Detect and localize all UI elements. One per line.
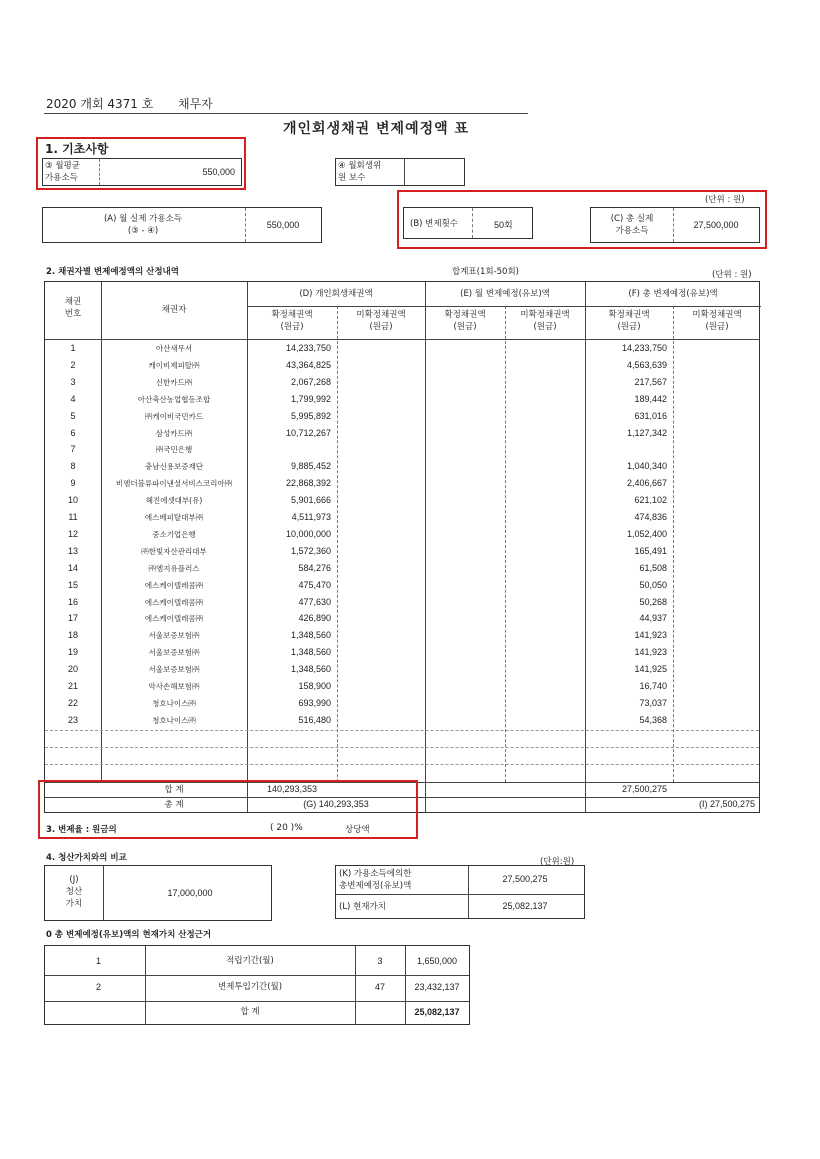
row-creditor: ㈜국민은행 xyxy=(155,445,193,455)
row-confirmed-amount: 9,885,452 xyxy=(290,461,331,472)
row-creditor: 에스케이텔레콤㈜ xyxy=(144,597,204,607)
row-creditor: 중소기업은행 xyxy=(152,529,196,539)
col-header-f: (F) 총 변제예정(유보)액 xyxy=(628,289,718,299)
rate-suffix: 상당액 xyxy=(345,825,370,835)
row-creditor: ㈜엠지유플러스 xyxy=(148,563,200,573)
pv-row-no: 1 xyxy=(95,956,101,966)
row-number: 15 xyxy=(67,579,78,590)
col-subheader: 미확정채권액 (원금) xyxy=(356,310,406,332)
row-total-repayment: 1,127,342 xyxy=(626,427,667,438)
row-number: 12 xyxy=(67,528,78,539)
row-creditor: 케이비제피탈㈜ xyxy=(148,360,200,370)
row-confirmed-amount: 43,364,825 xyxy=(285,359,331,370)
row-confirmed-amount: 1,799,992 xyxy=(290,393,331,404)
row-number: 11 xyxy=(68,512,78,522)
sum-label: 합 계 xyxy=(164,785,184,795)
total-label: 총 계 xyxy=(164,800,184,810)
row-confirmed-amount: 22,868,392 xyxy=(285,478,331,489)
col-subheader: 확정채권액 (원금) xyxy=(271,310,313,332)
row-number: 14 xyxy=(67,562,78,573)
case-number: 2020 개회 4371 호 xyxy=(46,97,154,111)
row-total-repayment: 50,050 xyxy=(639,579,667,590)
row-total-repayment: 14,233,750 xyxy=(621,343,667,353)
row-confirmed-amount: 693,990 xyxy=(298,697,331,708)
k-value: 27,500,275 xyxy=(502,874,548,884)
row-number: 20 xyxy=(67,664,78,675)
pv-row-label: 변제투입기간(월) xyxy=(217,982,283,992)
row-confirmed-amount: 584,276 xyxy=(298,562,331,573)
row-creditor: ㈜한빛자산관리대부 xyxy=(141,546,207,556)
col-subheader: 미확정채권액 (원금) xyxy=(520,310,570,332)
col-subheader: 확정채권액 (원금) xyxy=(444,310,486,332)
unit-label-2: (단위 : 원) xyxy=(712,270,752,280)
row-total-repayment: 621,102 xyxy=(634,495,667,506)
row-number: 10 xyxy=(67,495,78,506)
row-creditor: ㈜케이비국민카드 xyxy=(144,411,204,421)
row-creditor: 헤진에셋대부(유) xyxy=(145,496,203,506)
debtor-role: 채무자 xyxy=(178,97,213,111)
row-total-repayment: 141,923 xyxy=(634,630,667,641)
pv-row-months: 47 xyxy=(374,982,385,992)
row-total-repayment: 4,563,639 xyxy=(626,359,667,370)
section1-heading: 1. 기초사항 xyxy=(45,142,109,156)
total-i: (I) 27,500,275 xyxy=(698,799,755,809)
row-total-repayment: 50,268 xyxy=(639,596,667,607)
row-creditor: 충남신용보증재단 xyxy=(145,462,203,472)
row-total-repayment: 189,442 xyxy=(634,393,667,404)
row-creditor: 청호나이스㈜ xyxy=(152,715,196,725)
row-number: 2 xyxy=(70,359,76,370)
trustee-fee-label: ④ 월회생위 원 보수 xyxy=(338,161,382,183)
l-label: (L) 현재가치 xyxy=(339,902,386,912)
row-number: 22 xyxy=(67,697,78,708)
row-creditor: 에스케이텔레콤㈜ xyxy=(144,614,204,624)
row-creditor: 아산축산농업협동조합 xyxy=(137,394,211,404)
total-g: (G) 140,293,353 xyxy=(303,799,369,809)
highlight-repayment-count xyxy=(397,190,767,249)
row-total-repayment: 165,491 xyxy=(634,545,667,556)
unit-label-1: (단위 : 원) xyxy=(705,195,745,205)
row-confirmed-amount: 475,470 xyxy=(298,579,331,590)
row-creditor: 비엠더블류파이낸셜서비스코리아㈜ xyxy=(115,479,233,489)
l-value: 25,082,137 xyxy=(502,901,548,911)
monthly-income-value: 550,000 xyxy=(202,167,235,177)
pv-row-amount: 23,432,137 xyxy=(414,982,460,992)
b-label: (B) 변제횟수 xyxy=(410,219,459,229)
c-value: 27,500,000 xyxy=(693,220,739,230)
row-total-repayment: 54,368 xyxy=(639,714,667,725)
col-subheader: 확정채권액 (원금) xyxy=(608,310,650,332)
row-creditor: 아산새무서 xyxy=(155,344,193,353)
row-number: 7 xyxy=(70,444,76,455)
j-label: (J) 청산 가치 xyxy=(65,875,83,909)
section3-heading: 3. 변제율 : 원금의 xyxy=(46,825,117,835)
row-number: 21 xyxy=(67,681,78,691)
creditor-table xyxy=(44,281,760,813)
row-total-repayment: 2,406,667 xyxy=(626,478,667,489)
pv-row-amount: 1,650,000 xyxy=(416,956,458,966)
row-confirmed-amount: 5,995,892 xyxy=(290,410,331,421)
row-total-repayment: 141,925 xyxy=(634,664,667,675)
c-label: (C) 총 실제 가용소득 xyxy=(610,214,654,236)
row-confirmed-amount: 2,067,268 xyxy=(290,376,331,387)
row-total-repayment: 217,567 xyxy=(634,376,667,387)
row-total-repayment: 631,016 xyxy=(634,410,667,421)
row-number: 18 xyxy=(67,630,78,641)
repayment-rate: ( 20 )% xyxy=(270,823,303,833)
sum-total-repayment: 27,500,275 xyxy=(621,784,667,794)
row-number: 13 xyxy=(67,545,78,556)
row-total-repayment: 1,040,340 xyxy=(626,461,667,472)
section5-heading: 0 총 변제예정(유보)액의 현재가치 산정근거 xyxy=(46,930,212,940)
row-confirmed-amount: 1,348,560 xyxy=(290,664,331,675)
col-header-d: (D) 개인회생채권액 xyxy=(299,289,373,299)
comparison-box xyxy=(335,865,585,919)
row-confirmed-amount: 1,348,560 xyxy=(290,647,331,658)
highlight-basic-info xyxy=(36,137,246,190)
row-confirmed-amount: 10,712,267 xyxy=(285,427,331,438)
section2-heading: 2. 채권자별 변제예정액의 산정내역 xyxy=(46,267,179,277)
row-creditor: 서울보증보험㈜ xyxy=(148,665,200,675)
row-total-repayment: 73,037 xyxy=(639,697,667,708)
row-number: 5 xyxy=(70,410,76,421)
row-confirmed-amount: 14,233,750 xyxy=(285,343,331,353)
row-number: 9 xyxy=(70,478,76,489)
row-creditor: 에스케이텔레콤㈜ xyxy=(144,580,204,590)
a-box xyxy=(42,207,322,243)
header-rule xyxy=(44,113,528,114)
row-confirmed-amount: 477,630 xyxy=(298,596,331,607)
col-header-e: (E) 월 변제예정(유보)액 xyxy=(460,289,550,299)
row-total-repayment: 474,836 xyxy=(634,512,667,522)
row-creditor: 에스베피탈대부㈜ xyxy=(144,513,204,522)
col-header-creditor: 채권자 xyxy=(161,305,187,315)
row-total-repayment: 141,923 xyxy=(634,647,667,658)
row-number: 8 xyxy=(70,461,76,472)
row-confirmed-amount: 158,900 xyxy=(298,681,331,691)
row-confirmed-amount: 516,480 xyxy=(298,714,331,725)
liquidation-box xyxy=(44,865,272,921)
col-subheader: 미확정채권액 (원금) xyxy=(692,310,742,332)
row-total-repayment: 16,740 xyxy=(639,681,667,691)
row-number: 19 xyxy=(67,647,78,658)
row-creditor: 서울보증보험㈜ xyxy=(148,631,200,641)
row-total-repayment: 61,508 xyxy=(639,562,667,573)
row-confirmed-amount: 10,000,000 xyxy=(285,528,331,539)
a-label: (A) 월 실제 가용소득 (③ - ④) xyxy=(103,214,183,236)
row-number: 4 xyxy=(70,393,76,404)
page-title: 개인회생채권 변제예정액 표 xyxy=(283,121,470,137)
trustee-fee-box xyxy=(335,158,465,186)
formula-label: 합계표(1회-50회) xyxy=(452,267,519,277)
row-number: 23 xyxy=(67,714,78,725)
j-value: 17,000,000 xyxy=(167,888,213,898)
pv-row-months: 3 xyxy=(377,956,383,966)
row-creditor: 삼성카드㈜ xyxy=(155,428,193,438)
a-value: 550,000 xyxy=(266,220,300,230)
sum-confirmed: 140,293,353 xyxy=(266,784,318,794)
row-total-repayment: 44,937 xyxy=(639,613,667,624)
monthly-income-label: ③ 월평균 가용소득 xyxy=(45,161,80,183)
row-confirmed-amount: 5,901,666 xyxy=(290,495,331,506)
pv-sum-label: 합 계 xyxy=(240,1007,260,1017)
row-total-repayment: 1,052,400 xyxy=(626,528,667,539)
pv-sum-amount: 25,082,137 xyxy=(414,1007,460,1017)
pv-row-no: 2 xyxy=(95,982,101,992)
row-number: 1 xyxy=(70,343,76,353)
row-number: 17 xyxy=(67,613,78,624)
row-number: 16 xyxy=(67,596,78,607)
col-header-no: 채권 번호 xyxy=(64,297,82,319)
pv-row-label: 적립기간(월) xyxy=(226,956,274,966)
row-number: 3 xyxy=(70,376,76,387)
row-creditor: 신한카드㈜ xyxy=(155,377,193,387)
section4-heading: 4. 청산가치와의 비교 xyxy=(46,853,127,863)
row-confirmed-amount: 426,890 xyxy=(298,613,331,624)
row-confirmed-amount: 4,511,973 xyxy=(291,512,331,522)
row-number: 6 xyxy=(70,427,76,438)
k-label: (K) 가용소득에의한 총변제예정(유보)액 xyxy=(339,869,412,891)
row-creditor: 서울보증보험㈜ xyxy=(148,648,200,658)
unit-label-3: (단위:원) xyxy=(540,857,575,867)
row-creditor: 악사손해보험㈜ xyxy=(148,682,200,691)
row-confirmed-amount: 1,348,560 xyxy=(290,630,331,641)
row-confirmed-amount: 1,572,360 xyxy=(290,545,331,556)
b-value: 50회 xyxy=(494,220,513,230)
row-creditor: 청호나이스㈜ xyxy=(152,698,196,708)
present-value-table xyxy=(44,945,470,1025)
